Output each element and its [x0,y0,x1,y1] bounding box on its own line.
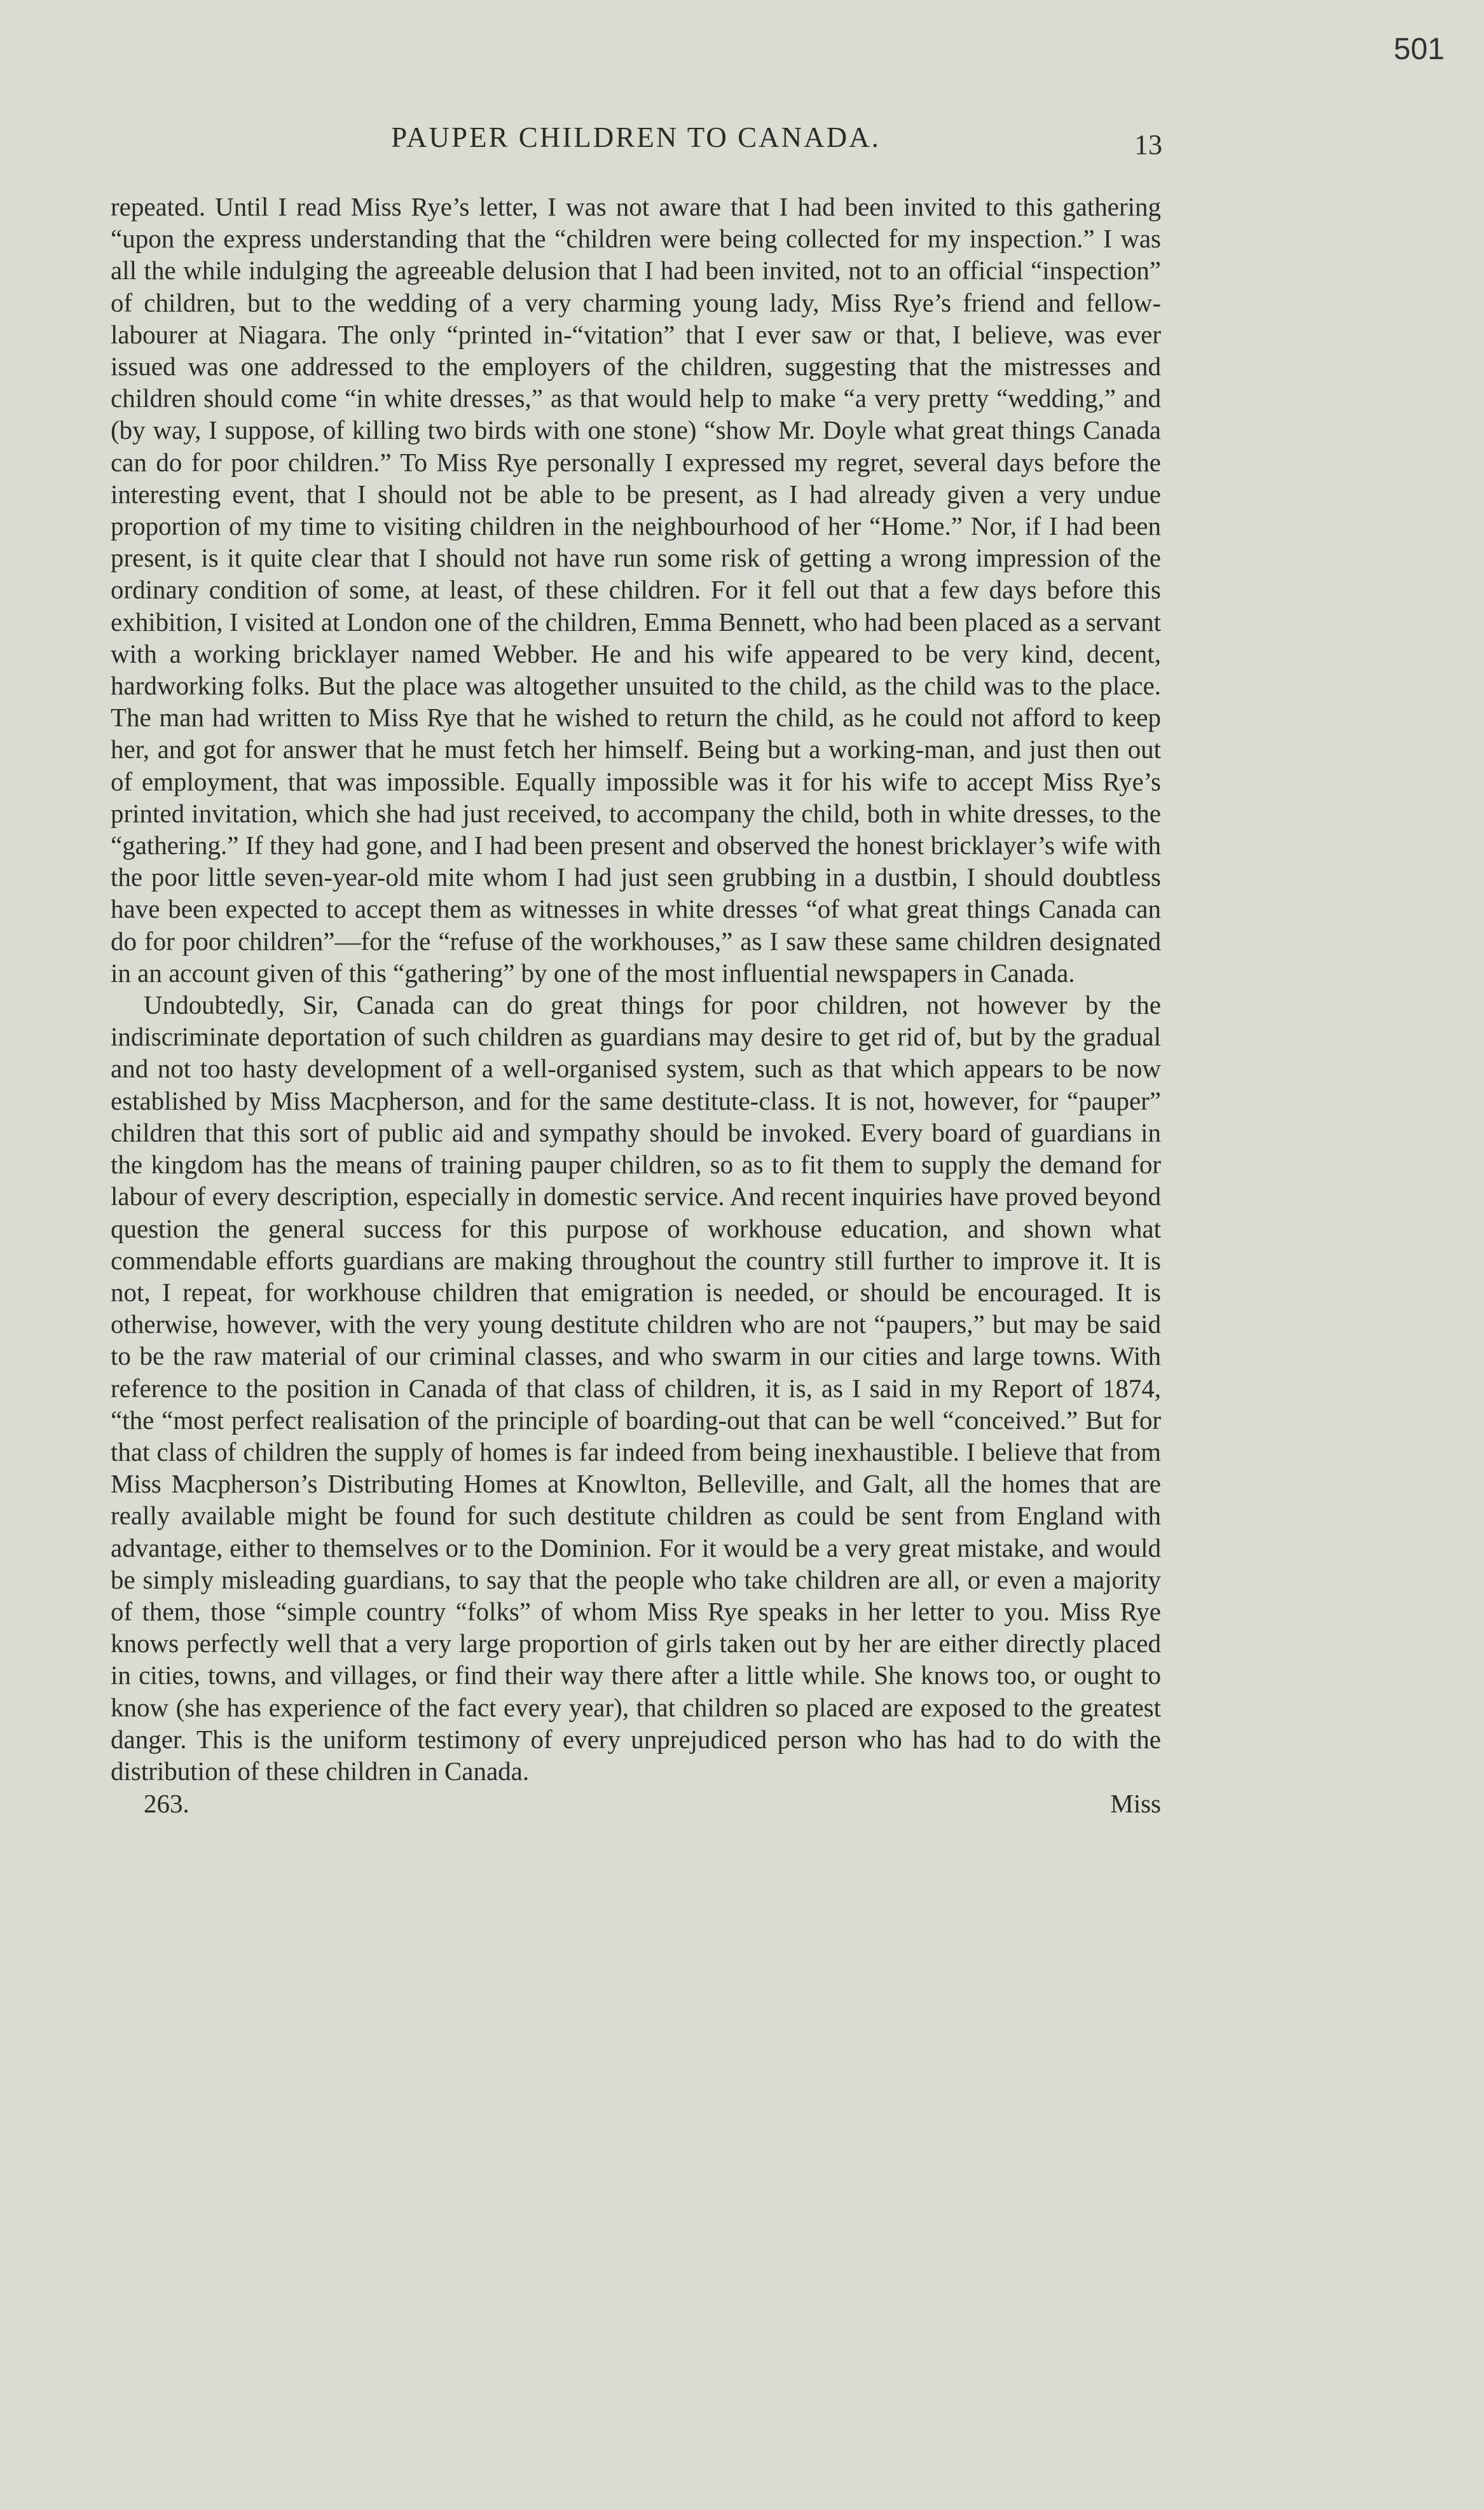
body-text [111,191,1161,1787]
running-header [111,114,1161,172]
paragraph-1: repeated. Until I read Miss Rye’s letter, I was not aware that I had been invited to this gathering “upon the express understanding that the “children were being collected for my inspection.” I was all the while indulging the agreeable delusion that I had been invited, not to an official “inspection” of children, but to the wedding of a very charming young lady, Miss Rye’s friend and fellow-labourer at Niagara. The only “printed in-“vitation” that I ever saw or that, I believe, was ever issued was one addressed to the employers of the children, suggesting that the mistresses and children should come “in white dresses,” as that would help to make “a very pretty “wedding,” and (by way, I suppose, of killing two birds with one stone) “show Mr. Doyle what great things Canada can do for poor children.” To Miss Rye personally I expressed my regret, several days before the interesting event, that I should not be able to be present, as I had already given a very undue proportion of my time to visiting children in the neighbourhood of her “Home.” Nor, if I had been present, is it quite clear that I should not have run some risk of getting a wrong impression of the ordinary condition of some, at least, of these children. For it fell out that a few days before this exhibition, I visited at London one of the children, Emma Bennett, who had been placed as a servant with a working bricklayer named Webber. He and his wife appeared to be very kind, decent, hardworking folks. But the place was altogether unsuited to the child, as the child was to the place. The man had written to Miss Rye that he wished to return the child, as he could not afford to keep her, and got for answer that he must fetch her himself. Being but a working-man, and just then out of employment, that was impossible. Equally impossible was it for his wife to accept Miss Rye’s printed invitation, which she had just received, to accompany the child, both in white dresses, to the “gathering.” If they had gone, and I had been present and observed the honest bricklayer’s wife with the poor little seven-year-old mite whom I had just seen grubbing in a dustbin, I should doubtless have been expected to accept them as witnesses in white dresses “of what great things Canada can do for poor children”—for the “refuse of the workhouses,” as I saw these same children designated in an account given of this “gathering” by one of the most influential newspapers in Canada. [111,192,1161,988]
page-title: PAUPER CHILDREN TO CANADA. [391,121,881,153]
archive-page-number: 501 [1393,32,1445,66]
document-page [111,114,1161,1821]
page-number: 13 [1134,129,1162,160]
catchword: Miss [1110,1789,1161,1819]
signature-mark: 263. [144,1789,189,1819]
page-footer [111,1788,1161,1821]
paragraph-2: Undoubtedly, Sir, Canada can do great things for poor children, not however by the indiscriminate deportation of such children as guardians may desire to get rid of, but by the gradual and not too hasty development of a well-organised system, such as that which appears to be now established by Miss Macpherson, and for the same destitute-class. It is not, however, for “pauper” children that this sort of public aid and sympathy should be invoked. Every board of guardians in the kingdom has the means of training pauper children, so as to fit them to supply the demand for labour of every description, especially in domestic service. And recent inquiries have proved beyond question the general success for this purpose of workhouse education, and shown what commendable efforts guardians are making throughout the country still further to improve it. It is not, I repeat, for workhouse children that emigration is needed, or should be encouraged. It is otherwise, however, with the very young destitute children who are not “paupers,” but may be said to be the raw material of our criminal classes, and who swarm in our cities and large towns. With reference to the position in Canada of that class of children, it is, as I said in my Report of 1874, “the “most perfect realisation of the principle of boarding-out that can be well “conceived.” But for that class of children the supply of homes is far indeed from being inexhaustible. I believe that from Miss Macpherson’s Distributing Homes at Knowlton, Belleville, and Galt, all the homes that are really available might be found for such destitute children as could be sent from England with advantage, either to themselves or to the Dominion. For it would be a very great mistake, and would be simply misleading guardians, to say that the people who take children are all, or even a majority of them, those “simple country “folks” of whom Miss Rye speaks in her letter to you. Miss Rye knows perfectly well that a very large proportion of girls taken out by her are either directly placed in cities, towns, and villages, or find their way there after a little while. She knows too, or ought to know (she has experience of the fact every year), that children so placed are exposed to the greatest danger. This is the uniform testimony of every unprejudiced person who has had to do with the distribution of these children in Canada. [111,990,1161,1786]
